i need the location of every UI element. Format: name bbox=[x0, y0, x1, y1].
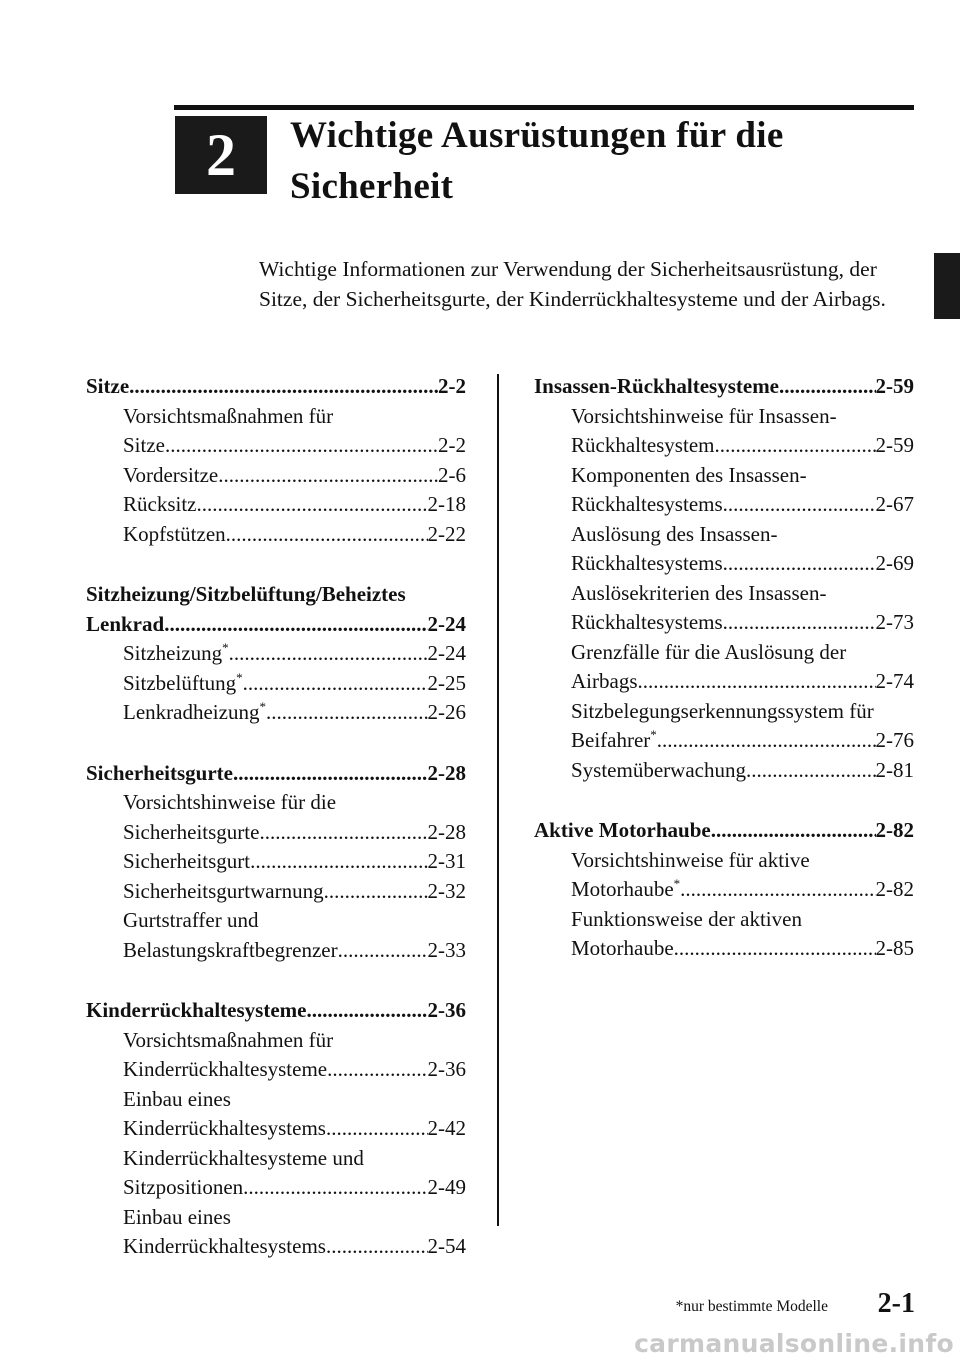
chapter-number: 2 bbox=[206, 122, 236, 188]
toc-item[interactable]: Systemüberwachung ..... 2-81 bbox=[534, 756, 914, 786]
toc-item[interactable]: Lenkradheizung* ..... 2-26 bbox=[86, 698, 466, 728]
asterisk-mark: * bbox=[259, 699, 266, 714]
toc-item[interactable]: Kinderrückhaltesysteme ..... 2-36 bbox=[86, 1055, 466, 1085]
column-divider bbox=[497, 374, 499, 1226]
toc-item-line: Kinderrückhaltesysteme und bbox=[123, 1145, 364, 1170]
toc-item[interactable]: Sitzpositionen ..... 2-49 bbox=[86, 1173, 466, 1203]
toc-item[interactable]: Rückhaltesystems ..... 2-73 bbox=[534, 608, 914, 638]
chapter-number-box bbox=[175, 116, 267, 194]
toc-item-line: Vorsichtsmaßnahmen für bbox=[123, 1027, 334, 1052]
toc-item-line: Vorsichtshinweise für Insassen- bbox=[571, 403, 837, 428]
toc-right-column bbox=[534, 372, 914, 964]
toc-item[interactable]: Rückhaltesystem ..... 2-59 bbox=[534, 431, 914, 461]
toc-item-line: Auslösung des Insassen- bbox=[571, 521, 778, 546]
toc-item-line: Gurtstraffer und bbox=[123, 908, 259, 932]
toc-item[interactable]: Sicherheitsgurt ..... 2-31 bbox=[86, 847, 466, 877]
chapter-thumb-tab bbox=[934, 253, 960, 319]
asterisk-mark: * bbox=[222, 640, 229, 655]
chapter-title-line1: Wichtige Ausrüstungen für die bbox=[290, 115, 784, 156]
toc-item[interactable]: Sitzheizung* ..... 2-24 bbox=[86, 639, 466, 669]
toc-section[interactable]: Kinderrückhaltesysteme ..... 2-36 bbox=[86, 996, 466, 1026]
toc-item-line: Einbau eines bbox=[123, 1086, 231, 1111]
chapter-title bbox=[290, 110, 890, 212]
toc-item[interactable]: Motorhaube ..... 2-85 bbox=[534, 934, 914, 964]
toc-item[interactable]: Sicherheitsgurtwarnung ..... 2-32 bbox=[86, 877, 466, 907]
toc-left-column bbox=[86, 372, 466, 1262]
toc-item-line: Vorsichtshinweise für aktive bbox=[571, 847, 810, 872]
toc-section[interactable]: Aktive Motorhaube ..... 2-82 bbox=[534, 816, 914, 846]
toc-item[interactable]: Airbags ..... 2-74 bbox=[534, 667, 914, 697]
toc-section[interactable]: Lenkrad ..... 2-24 bbox=[86, 610, 466, 640]
toc-item[interactable]: Kinderrückhaltesystems ..... 2-42 bbox=[86, 1114, 466, 1144]
toc-item[interactable]: Belastungskraftbegrenzer ..... 2-33 bbox=[86, 936, 466, 966]
toc-item-line: Komponenten des Insassen- bbox=[571, 462, 807, 487]
asterisk-mark: * bbox=[673, 876, 681, 891]
chapter-title-line2: Sicherheit bbox=[290, 166, 454, 207]
toc-item-line: Vorsichtsmaßnahmen für bbox=[123, 403, 334, 428]
toc-item[interactable]: Rücksitz ..... 2-18 bbox=[86, 490, 466, 520]
chapter-intro: Wichtige Informationen zur Verwendung der Sicherheitsausrüstung, der Sitze, der Sicherheitsgurte, der Kinderrückhaltesysteme und der Airbags. bbox=[259, 257, 886, 311]
toc-section[interactable]: Sitze ..... 2-2 bbox=[86, 372, 466, 402]
toc-item-line: Auslösekriterien des Insassen- bbox=[571, 580, 827, 605]
toc-item[interactable]: Sitze ..... 2-2 bbox=[86, 431, 466, 461]
asterisk-mark: * bbox=[650, 727, 657, 742]
toc-item[interactable]: Vordersitze ..... 2-6 bbox=[86, 461, 466, 491]
toc-section[interactable]: Sicherheitsgurte ..... 2-28 bbox=[86, 759, 466, 789]
toc-item-line: Sitzbelegungserkennungssystem für bbox=[571, 698, 874, 723]
toc-item[interactable]: Sitzbelüftung* ..... 2-25 bbox=[86, 669, 466, 699]
toc-item[interactable]: Kopfstützen ..... 2-22 bbox=[86, 520, 466, 550]
toc-item[interactable]: Sicherheitsgurte ..... 2-28 bbox=[86, 818, 466, 848]
toc-item[interactable]: Rückhaltesystems ..... 2-67 bbox=[534, 490, 914, 520]
toc-section[interactable]: Insassen-Rückhaltesysteme ..... 2-59 bbox=[534, 372, 914, 402]
footnote: *nur bestimmte Modelle bbox=[675, 1298, 828, 1315]
toc-item[interactable]: Motorhaube* ..... 2-82 bbox=[534, 875, 914, 905]
toc-item-line: Funktionsweise der aktiven bbox=[571, 906, 802, 931]
toc-item[interactable]: Kinderrückhaltesystems ..... 2-54 bbox=[86, 1232, 466, 1262]
toc-item[interactable]: Beifahrer* ..... 2-76 bbox=[534, 726, 914, 756]
asterisk-mark: * bbox=[236, 669, 243, 685]
toc-section-line: Sitzheizung/Sitzbelüftung/Beheiztes bbox=[86, 582, 406, 606]
toc-item-line: Einbau eines bbox=[123, 1204, 231, 1229]
page-number: 2-1 bbox=[877, 1288, 915, 1319]
watermark: carmanualsonline.info bbox=[634, 1329, 954, 1358]
toc-item[interactable]: Rückhaltesystems ..... 2-69 bbox=[534, 549, 914, 579]
toc-item-line: Vorsichtshinweise für die bbox=[123, 790, 337, 814]
toc-item-line: Grenzfälle für die Auslösung der bbox=[571, 639, 847, 664]
